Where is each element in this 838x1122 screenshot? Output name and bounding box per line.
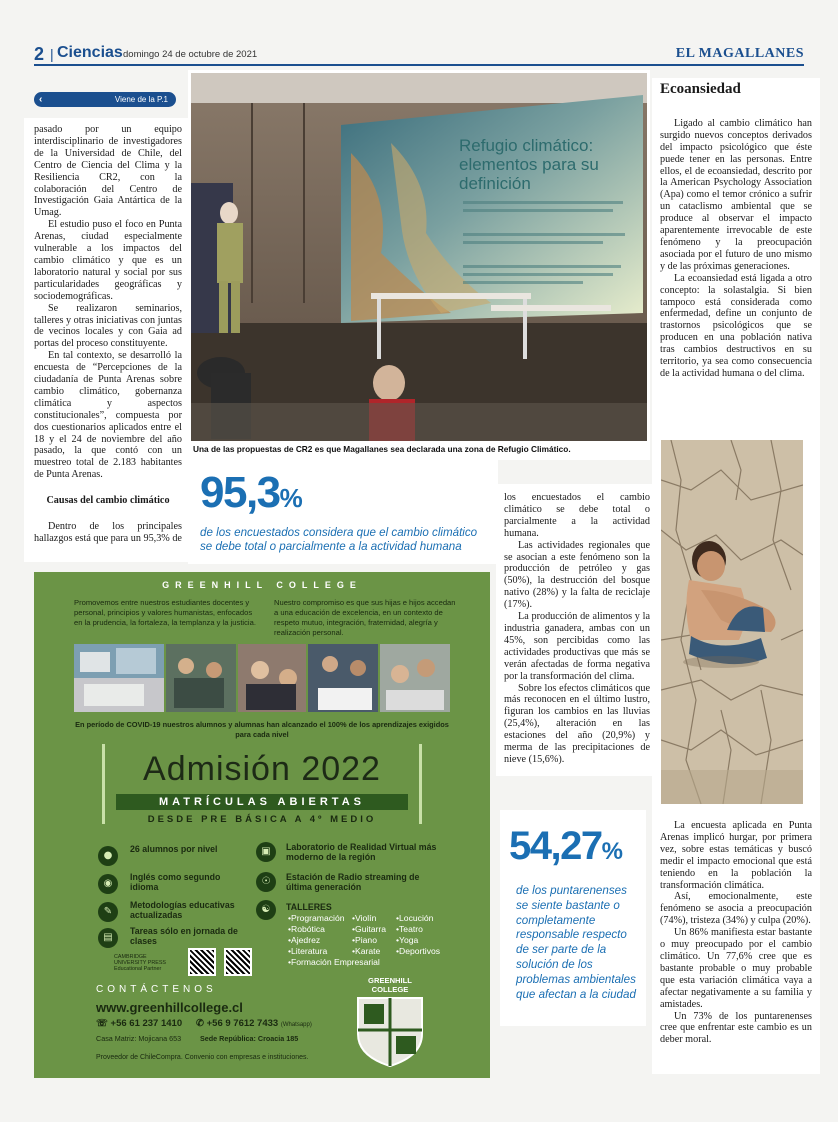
pull-quote-1-text: de los encuestados considera que el cambio climático se debe total o parcialmente a la actividad humana	[200, 526, 478, 553]
paragraph: Ligado al cambio climático han surgido nuevos conceptos derivados del impacto psicológico que éste puede tener en las personas. Entre ellos, el de ecoansiedad, descrito por la American Psychology Association (Apa) como el temor crónico a sufrir un cataclismo ambiental que se produce al observar el impacto aparentemente irrevocable de este fenómeno y la preocupación asociada por el futuro de uno mismo y de las próximas generaciones.	[660, 117, 812, 272]
talleres-title: TALLERES	[286, 902, 332, 912]
issue-date: domingo 24 de octubre de 2021	[123, 49, 258, 60]
paragraph: Se realizaron seminarios, talleres y otras iniciativas con juntas de vecinos locales y con Gaia ad portas del proceso constituyente.	[34, 302, 182, 350]
paragraph: Así, emocionalmente, este fenómeno se asocia a preocupación (74%), tristeza (34%) y culpa (20%).	[660, 891, 812, 927]
ad-photo-collage	[74, 644, 450, 712]
paragraph: En tal contexto, se desarrolló la encuesta de “Percepciones de la ciudadanía de Punta Arenas sobre cambio climático, gobernanza climática y aspectos constitucionales”, compuesta por dos cuestionarios aplicados entre el 18 y el 24 de noviembre del año pasado, la que contó con un muestreo total de 2.183 habitantes de Punta Arenas.	[34, 350, 182, 481]
pencil-icon: ✎	[98, 902, 118, 922]
chevron-left-icon: ‹	[39, 94, 43, 105]
paragraph: La ecoansiedad está ligada a otro concepto: la solastalgia. Si bien tampoco está considerada como enfermedad, define un conjunto de trastornos psicológicos que se producen en una población nativa tras cambios destructivos en su territorio, ya sea como consecuencia de la actividad humana o del clima.	[660, 272, 812, 379]
ad-subtitle: DESDE PRE BÁSICA A 4º MEDIO	[147, 814, 377, 825]
taller-item: •Programación	[288, 913, 345, 923]
paragraph: Las actividades regionales que se asocian a este fenómeno son la producción de petróleo y gas (50%), la destrucción del bosque nativo (28%) y la falta de reciclaje (17%).	[504, 539, 650, 611]
address-branch: Sede República: Croacia 185	[200, 1034, 299, 1043]
website-link[interactable]: www.greenhillcollege.cl	[96, 1000, 243, 1015]
feature-left: Tareas sólo en jornada de clases	[130, 926, 238, 946]
seminar-photo	[188, 70, 650, 460]
paragraph: El estudio puso el foco en Punta Arenas, ciudad especialmente vulnerable a los impactos del cambio climático y que es un laboratorio natural y social por sus particularidades geográficas y sociodemográficas.	[34, 219, 182, 302]
taller-item: •Formación Empresarial	[288, 957, 380, 967]
sidebar-title: Ecoansiedad	[660, 81, 741, 97]
page-number: 2	[34, 44, 45, 64]
paragraph: Dentro de los principales hallazgos está que para un 95,3% de	[34, 521, 182, 545]
taller-item: •Yoga	[396, 935, 419, 945]
contact-heading: CONTÁCTENOS	[96, 984, 217, 995]
paragraph: La producción de alimentos y la industria ganadera, ambas con un 45%, son percibidas como las actividades productivas que más se verán afectadas de forma negativa por la transformación del clima.	[504, 611, 650, 682]
taller-item: •Literatura	[288, 946, 328, 956]
radio-icon: ☉	[256, 872, 276, 892]
taller-item: •Deportivos	[396, 946, 441, 956]
slide-title: Refugio climático: elementos para su definición	[459, 136, 599, 193]
phone-number[interactable]: ☏ +56 61 237 1410	[96, 1018, 183, 1029]
shield-icon	[356, 996, 424, 1068]
taller-item: •Teatro	[396, 924, 423, 934]
book-icon: ▤	[98, 928, 118, 948]
address-main: Casa Matriz: Mojicana 653	[96, 1034, 182, 1043]
paragraph: Un 86% manifiesta estar bastante o muy preocupado por el cambio climático. Un 77,6% cree que es bastante probable o muy probable que esta variación climática vaya a afectar negativamente a su familia y amistades.	[660, 927, 812, 1010]
ad-intro-right: Nuestro compromiso es que sus hijas e hijos accedan a una educación de excelencia, en un contexto de respeto mutuo, integración, fraternidad, alegría y realización personal.	[274, 598, 456, 637]
taller-item: •Ajedrez	[288, 935, 321, 945]
seminar-image	[191, 73, 647, 441]
paragraph: Un 73% de los puntarenenses cree que enfrentar este cambio es un deber moral.	[660, 1010, 812, 1046]
feature-left: Inglés como segundo idioma	[130, 872, 221, 892]
ad-covid-note: En período de COVID-19 nuestros alumnos y alumnas han alcanzado el 100% de los aprendizajes exigidos para cada nivel	[75, 720, 449, 739]
taller-item: •Violín	[352, 913, 377, 923]
sidebar-ecoansiedad	[652, 78, 820, 434]
taller-item: •Robótica	[288, 924, 325, 934]
feature-right: Laboratorio de Realidad Virtual más moderno de la región	[286, 842, 437, 862]
greenhill-admission-ad[interactable]	[34, 572, 490, 1078]
taller-item: •Locución	[396, 913, 434, 923]
language-icon: ◉	[98, 874, 118, 894]
article-column-1	[24, 118, 190, 562]
continued-from-banner[interactable]: Viene de la P.1	[34, 92, 176, 107]
header-rule	[34, 64, 804, 66]
taller-item: •Piano	[352, 935, 377, 945]
feature-left: 26 alumnos por nivel	[130, 844, 218, 854]
feature-right: Estación de Radio streaming de última generación	[286, 872, 420, 892]
feature-left: Metodologías educativas actualizadas	[130, 900, 235, 920]
paragraph: Sobre los efectos climáticos que más reconocen en el último lustro, figuran los cambios en las lluvias (25,4%), alteración en las estaciones del año (20,9%) y merma de las precipitaciones de nieve (15,6%).	[504, 682, 650, 765]
ad-intro-left: Promovemos entre nuestros estudiantes docentes y personal, principios y valores humanistas, enfocados en la prudencia, la fortaleza, la templanza y la justicia.	[74, 598, 256, 627]
qr-code-icon[interactable]	[224, 948, 252, 976]
publication-name: EL MAGALLANES	[675, 46, 804, 61]
paragraph: pasado por un equipo interdisciplinario de investigadores de la Universidad de Chile, del Centro de Ciencia del Clima y la Resiliencia CR2, con la colaboración del Centro de Investigación Gaia Antártica de la Umag.	[34, 124, 182, 219]
subheading: Causas del cambio climático	[46, 495, 170, 507]
ad-footer: Proveedor de ChileCompra. Convenio con empresas e instituciones.	[96, 1054, 309, 1061]
paragraph: La encuesta aplicada en Punta Arenas implicó hurgar, por primera vez, sobre estas temáticas y buscó medir el impacto emocional que está teniendo en la población la transformación climática.	[660, 820, 812, 891]
students-icon: ●	[98, 846, 118, 866]
ad-brand: GREENHILL COLLEGE	[162, 580, 362, 590]
photo-caption: Una de las propuestas de CR2 es que Magallanes sea declarada una zona de Refugio Climático.	[193, 444, 571, 454]
qr-code-icon[interactable]	[188, 948, 216, 976]
pull-quote-1-number: 95,3%	[200, 468, 302, 517]
pull-quote-2-text: de los puntarenenses se siente bastante o completamente responsable respecto de ser parte de la solución de los problemas ambientales que afectan a la ciudad	[516, 884, 636, 1001]
paragraph: los encuestados el cambio climático se debe total o parcialmente a la actividad humana.	[504, 492, 650, 539]
cambridge-badge: CAMBRIDGE UNIVERSITY PRESS Educational Partner	[114, 954, 167, 972]
sidebar-survey-text	[652, 812, 820, 1074]
whatsapp-number[interactable]: ✆ +56 9 7612 7433 (Whatsapp)	[196, 1018, 312, 1029]
pull-quote-2-number: 54,27%	[509, 824, 622, 868]
drought-photo	[652, 432, 820, 812]
crest-label: GREENHILL COLLEGE	[368, 976, 412, 994]
taller-item: •Karate	[352, 946, 381, 956]
taller-item: •Guitarra	[352, 924, 387, 934]
network-icon: ☯	[256, 900, 276, 920]
header-separator: |	[50, 46, 54, 62]
ad-title: Admisión 2022	[143, 750, 381, 788]
drought-image	[661, 440, 803, 804]
article-column-2	[496, 484, 656, 776]
vr-headset-icon: ▣	[256, 842, 276, 862]
ad-banner: MATRÍCULAS ABIERTAS	[116, 794, 408, 810]
section-title: Ciencias	[57, 44, 123, 61]
